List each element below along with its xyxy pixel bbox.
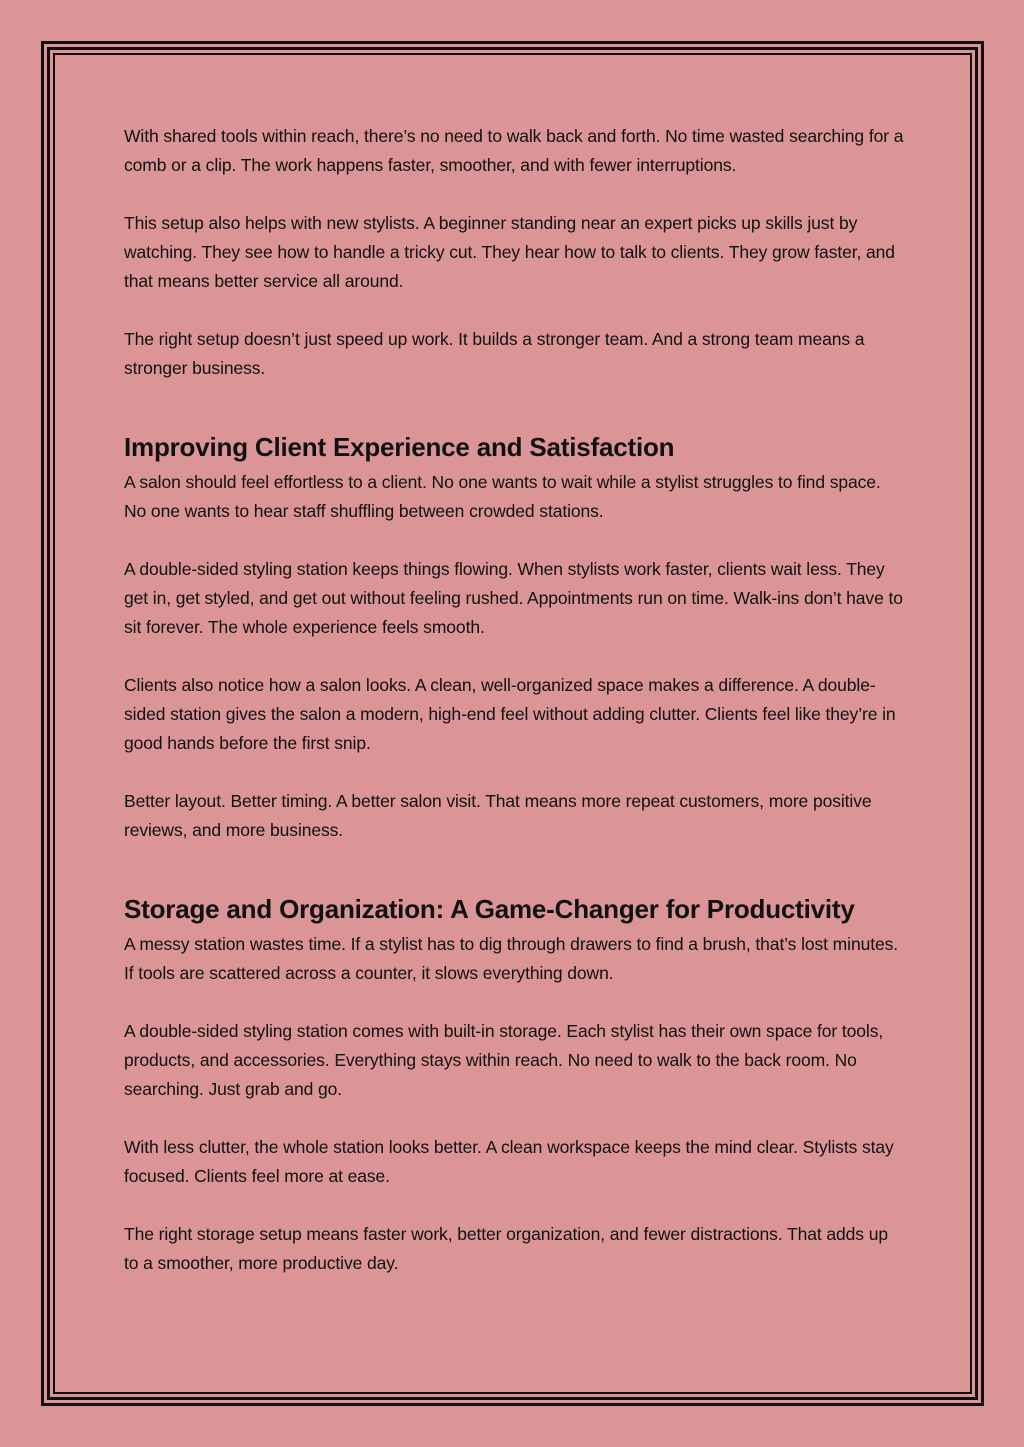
- paragraph: A salon should feel effortless to a client. No one wants to wait while a stylist struggles to find space. No one wants to hear staff shuffling between crowded stations.: [124, 472, 881, 521]
- paragraph: The right storage setup means faster work, better organization, and fewer distractions. That adds up to a smoother, more productive day.: [124, 1224, 888, 1273]
- paragraph: Better layout. Better timing. A better salon visit. That means more repeat customers, more positive reviews, and more business.: [124, 791, 872, 840]
- paragraph: Clients also notice how a salon looks. A clean, well-organized space makes a difference. A double-sided station gives the salon a modern, high-end feel without adding clutter. Clients feel like they’re in good hands before the first snip.: [124, 675, 896, 753]
- paragraph: A double-sided styling station keeps things flowing. When stylists work faster, clients wait less. They get in, get styled, and get out without feeling rushed. Appointments run on time. Walk-ins don’t have to sit forever. The whole experience feels smooth.: [124, 559, 903, 637]
- document-body: [124, 122, 904, 1278]
- paragraph: The right setup doesn’t just speed up work. It builds a stronger team. And a strong team means a stronger business.: [124, 329, 865, 378]
- section-client-experience: [124, 430, 904, 845]
- section-heading: Storage and Organization: A Game-Changer for Productivity: [124, 894, 855, 924]
- paragraph: A messy station wastes time. If a stylist has to dig through drawers to find a brush, that’s lost minutes. If tools are scattered across a counter, it slows everything down.: [124, 934, 899, 983]
- section-heading: Improving Client Experience and Satisfaction: [124, 432, 675, 462]
- paragraph: A double-sided styling station comes with built-in storage. Each stylist has their own space for tools, products, and accessories. Everything stays within reach. No need to walk to the back room. No searching. Just grab and go.: [124, 1021, 884, 1099]
- paragraph: With shared tools within reach, there’s no need to walk back and forth. No time wasted searching for a comb or a clip. The work happens faster, smoother, and with fewer interruptions.: [124, 126, 904, 175]
- intro-section: [124, 122, 904, 383]
- paragraph: This setup also helps with new stylists. A beginner standing near an expert picks up skills just by watching. They see how to handle a tricky cut. They hear how to talk to clients. They grow faster, and that means better service all around.: [124, 213, 895, 291]
- section-storage-organization: [124, 892, 904, 1278]
- paragraph: With less clutter, the whole station looks better. A clean workspace keeps the mind clear. Stylists stay focused. Clients feel more at ease.: [124, 1137, 894, 1186]
